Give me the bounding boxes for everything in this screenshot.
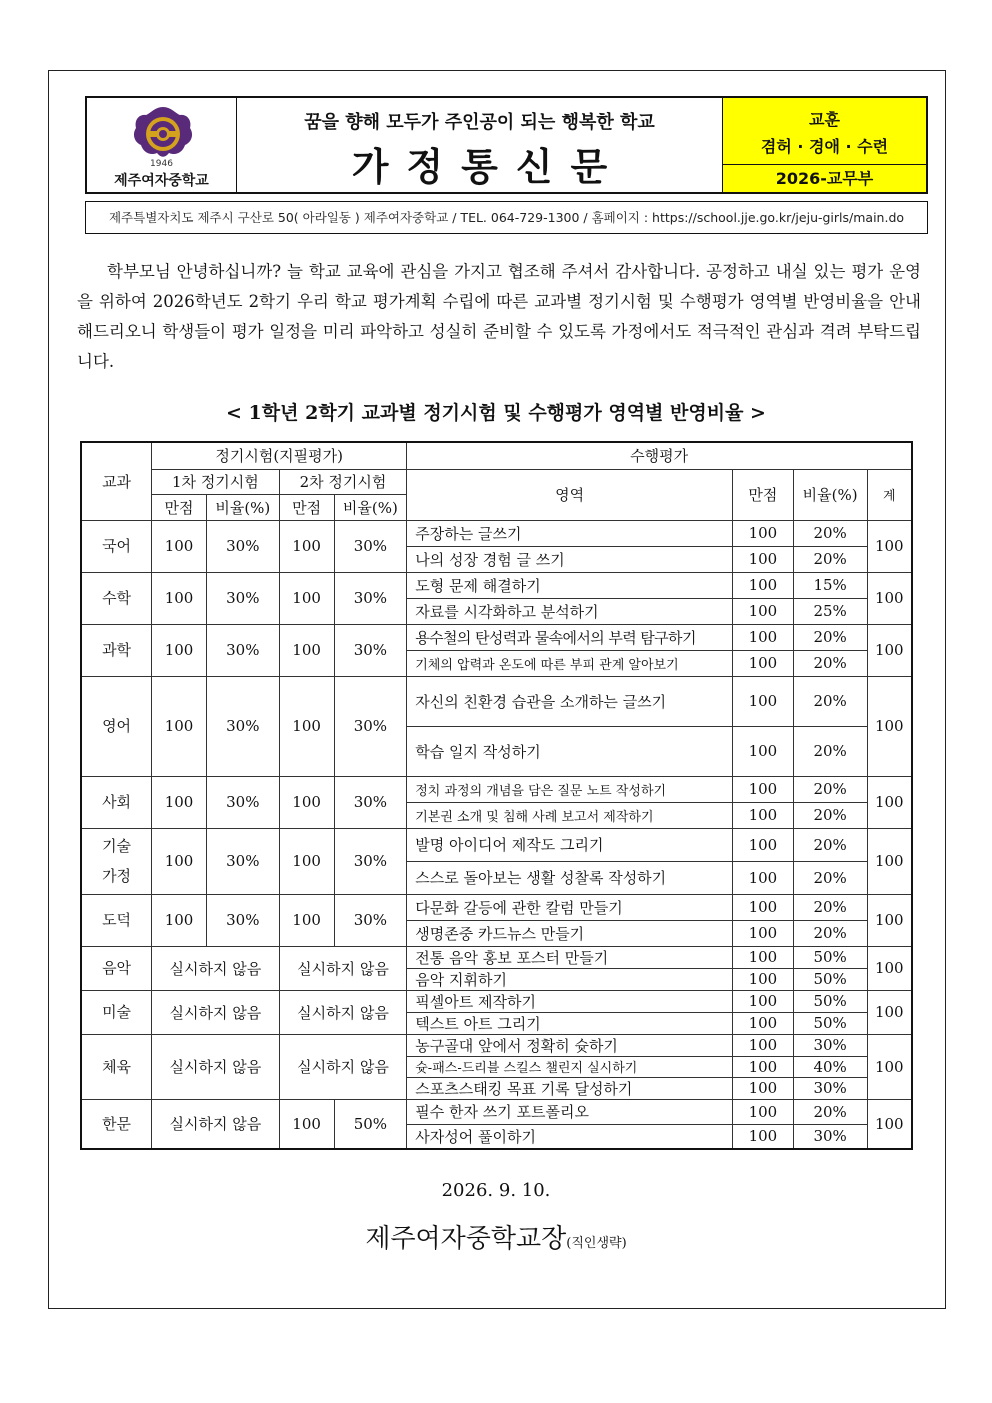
second-exam-ratio: 50% bbox=[334, 1099, 407, 1149]
motto-label: 교훈 bbox=[809, 110, 840, 129]
intro-text: 학부모님 안녕하십니까? 늘 학교 교육에 관심을 가지고 협조해 주셔서 감사합니다. 공정하고 내실 있는 평가 운영을 위하여 2026학년도 2학기 우리 학교 평가계획 수립에 따른 교과별 정기시험 및 수행평가 영역별 반영비율을 안내해드리오니 학생들이 평가 일정을 미리 파악하고 성실히 준비할 수 있도록 가정에서도 적극적인 관심과 격려 부탁드립니다. bbox=[77, 262, 921, 371]
subject-cell: 국어 bbox=[81, 520, 152, 572]
header-second-exam: 2차 정기시험 bbox=[279, 469, 407, 494]
grades-table bbox=[80, 441, 913, 1150]
performance-ratio: 20% bbox=[793, 650, 867, 676]
seal-note: (직인생략) bbox=[566, 1236, 627, 1251]
first-exam-full: 100 bbox=[152, 572, 207, 624]
performance-ratio: 25% bbox=[793, 598, 867, 624]
performance-full: 100 bbox=[733, 894, 794, 920]
second-exam-ratio: 30% bbox=[334, 776, 407, 828]
second-exam-ratio: 30% bbox=[334, 520, 407, 572]
total-cell: 100 bbox=[867, 990, 912, 1034]
performance-full: 100 bbox=[733, 802, 794, 828]
performance-area: 필수 한자 쓰기 포트폴리오 bbox=[407, 1099, 733, 1124]
performance-full: 100 bbox=[733, 1056, 794, 1077]
performance-full: 100 bbox=[733, 598, 794, 624]
performance-ratio: 20% bbox=[793, 726, 867, 776]
performance-area: 생명존중 카드뉴스 만들기 bbox=[407, 920, 733, 946]
performance-full: 100 bbox=[733, 990, 794, 1012]
performance-ratio: 50% bbox=[793, 946, 867, 968]
header-subject: 교과 bbox=[81, 442, 152, 520]
total-cell: 100 bbox=[867, 1099, 912, 1149]
first-exam-full: 100 bbox=[152, 776, 207, 828]
performance-full: 100 bbox=[733, 776, 794, 802]
table-row bbox=[81, 676, 912, 726]
table-row bbox=[81, 946, 912, 968]
performance-ratio: 20% bbox=[793, 546, 867, 572]
first-exam-ratio: 30% bbox=[206, 676, 279, 776]
department-label: 2026-교무부 bbox=[723, 164, 926, 192]
performance-full: 100 bbox=[733, 1034, 794, 1056]
performance-ratio: 20% bbox=[793, 520, 867, 546]
header-first-exam: 1차 정기시험 bbox=[152, 469, 280, 494]
performance-full: 100 bbox=[733, 546, 794, 572]
second-exam-full: 100 bbox=[279, 828, 334, 894]
second-exam-ratio: 30% bbox=[334, 624, 407, 676]
performance-ratio: 20% bbox=[793, 861, 867, 894]
second-exam-ratio: 30% bbox=[334, 894, 407, 946]
school-logo bbox=[87, 98, 237, 192]
performance-full: 100 bbox=[733, 1077, 794, 1099]
performance-ratio: 20% bbox=[793, 828, 867, 861]
issue-date: 2026. 9. 10. bbox=[441, 1180, 551, 1201]
school-slogan: 꿈을 향해 모두가 주인공이 되는 행복한 학교 bbox=[304, 112, 655, 133]
performance-area: 사자성어 풀이하기 bbox=[407, 1124, 733, 1149]
header-first-ratio: 비율(%) bbox=[206, 494, 279, 520]
first-exam-not-held: 실시하지 않음 bbox=[152, 946, 280, 990]
performance-area: 슛-패스-드리블 스킬스 챌린지 실시하기 bbox=[407, 1056, 733, 1077]
header-second-full: 만점 bbox=[279, 494, 334, 520]
performance-area: 발명 아이디어 제작도 그리기 bbox=[407, 828, 733, 861]
performance-full: 100 bbox=[733, 520, 794, 546]
first-exam-ratio: 30% bbox=[206, 828, 279, 894]
total-cell: 100 bbox=[867, 776, 912, 828]
performance-area: 기체의 압력과 온도에 따른 부피 관계 알아보기 bbox=[407, 650, 733, 676]
performance-area: 농구골대 앞에서 정확히 슛하기 bbox=[407, 1034, 733, 1056]
subject-cell: 한문 bbox=[81, 1099, 152, 1149]
logo-year: 1946 bbox=[150, 159, 173, 169]
first-exam-not-held: 실시하지 않음 bbox=[152, 1099, 280, 1149]
performance-full: 100 bbox=[733, 946, 794, 968]
second-exam-ratio: 30% bbox=[334, 676, 407, 776]
performance-area: 자료를 시각화하고 분석하기 bbox=[407, 598, 733, 624]
performance-full: 100 bbox=[733, 726, 794, 776]
subject-cell: 체육 bbox=[81, 1034, 152, 1099]
performance-ratio: 20% bbox=[793, 676, 867, 726]
total-cell: 100 bbox=[867, 572, 912, 624]
motto-value: 겸허 · 경애 · 수련 bbox=[760, 137, 889, 156]
second-exam-full: 100 bbox=[279, 520, 334, 572]
performance-area: 자신의 친환경 습관을 소개하는 글쓰기 bbox=[407, 676, 733, 726]
header-total: 계 bbox=[867, 469, 912, 520]
total-cell: 100 bbox=[867, 946, 912, 990]
performance-area: 정치 과정의 개념을 담은 질문 노트 작성하기 bbox=[407, 776, 733, 802]
first-exam-not-held: 실시하지 않음 bbox=[152, 990, 280, 1034]
table-row bbox=[81, 520, 912, 546]
performance-area: 스포츠스태킹 목표 기록 달성하기 bbox=[407, 1077, 733, 1099]
performance-full: 100 bbox=[733, 1099, 794, 1124]
second-exam-ratio: 30% bbox=[334, 828, 407, 894]
table-row bbox=[81, 1099, 912, 1124]
subject-cell: 미술 bbox=[81, 990, 152, 1034]
performance-ratio: 20% bbox=[793, 624, 867, 650]
title-cell bbox=[237, 98, 723, 192]
intro-paragraph bbox=[77, 257, 921, 377]
second-exam-ratio: 30% bbox=[334, 572, 407, 624]
performance-full: 100 bbox=[733, 920, 794, 946]
performance-full: 100 bbox=[733, 572, 794, 598]
performance-full: 100 bbox=[733, 676, 794, 726]
table-row bbox=[81, 572, 912, 598]
second-exam-full: 100 bbox=[279, 572, 334, 624]
performance-full: 100 bbox=[733, 1124, 794, 1149]
first-exam-not-held: 실시하지 않음 bbox=[152, 1034, 280, 1099]
first-exam-full: 100 bbox=[152, 676, 207, 776]
performance-area: 전통 음악 홍보 포스터 만들기 bbox=[407, 946, 733, 968]
performance-area: 텍스트 아트 그리기 bbox=[407, 1012, 733, 1034]
second-exam-not-held: 실시하지 않음 bbox=[279, 990, 407, 1034]
address-bar: 제주특별자치도 제주시 구산로 50( 아라일동 ) 제주여자중학교 / TEL. 064-729-1300 / 홈페이지 : https://school.jje.go.kr/jeju-girls/main.do bbox=[85, 201, 928, 234]
performance-ratio: 15% bbox=[793, 572, 867, 598]
performance-area: 학습 일지 작성하기 bbox=[407, 726, 733, 776]
performance-area: 용수철의 탄성력과 물속에서의 부력 탐구하기 bbox=[407, 624, 733, 650]
performance-ratio: 50% bbox=[793, 1012, 867, 1034]
performance-ratio: 50% bbox=[793, 968, 867, 990]
school-emblem-icon bbox=[125, 106, 201, 162]
total-cell: 100 bbox=[867, 624, 912, 676]
subject-cell: 수학 bbox=[81, 572, 152, 624]
table-row bbox=[81, 990, 912, 1012]
first-exam-ratio: 30% bbox=[206, 520, 279, 572]
performance-area: 나의 성장 경험 글 쓰기 bbox=[407, 546, 733, 572]
total-cell: 100 bbox=[867, 1034, 912, 1099]
performance-full: 100 bbox=[733, 828, 794, 861]
second-exam-full: 100 bbox=[279, 1099, 334, 1149]
header-second-ratio: 비율(%) bbox=[334, 494, 407, 520]
header-regular-exam: 정기시험(지필평가) bbox=[152, 442, 407, 469]
first-exam-full: 100 bbox=[152, 828, 207, 894]
table-row bbox=[81, 828, 912, 861]
first-exam-ratio: 30% bbox=[206, 572, 279, 624]
performance-area: 기본권 소개 및 침해 사례 보고서 제작하기 bbox=[407, 802, 733, 828]
first-exam-ratio: 30% bbox=[206, 894, 279, 946]
table-row bbox=[81, 894, 912, 920]
second-exam-full: 100 bbox=[279, 624, 334, 676]
performance-area: 주장하는 글쓰기 bbox=[407, 520, 733, 546]
total-cell: 100 bbox=[867, 676, 912, 776]
header-perf-full: 만점 bbox=[733, 469, 794, 520]
total-cell: 100 bbox=[867, 520, 912, 572]
second-exam-not-held: 실시하지 않음 bbox=[279, 946, 407, 990]
performance-full: 100 bbox=[733, 968, 794, 990]
performance-area: 다문화 갈등에 관한 칼럼 만들기 bbox=[407, 894, 733, 920]
total-cell: 100 bbox=[867, 894, 912, 946]
performance-ratio: 20% bbox=[793, 776, 867, 802]
first-exam-ratio: 30% bbox=[206, 624, 279, 676]
subject-cell: 기술 가정 bbox=[81, 828, 152, 894]
table-row bbox=[81, 624, 912, 650]
first-exam-full: 100 bbox=[152, 894, 207, 946]
performance-area: 픽셀아트 제작하기 bbox=[407, 990, 733, 1012]
performance-full: 100 bbox=[733, 861, 794, 894]
table-title: < 1학년 2학기 교과별 정기시험 및 수행평가 영역별 반영비율 > bbox=[226, 402, 766, 424]
page-title: 가정통신문 bbox=[351, 145, 626, 189]
performance-full: 100 bbox=[733, 1012, 794, 1034]
second-exam-full: 100 bbox=[279, 676, 334, 776]
subject-cell: 음악 bbox=[81, 946, 152, 990]
header-perf-ratio: 비율(%) bbox=[793, 469, 867, 520]
principal-signature bbox=[0, 1218, 992, 1255]
first-exam-full: 100 bbox=[152, 520, 207, 572]
subject-cell: 도덕 bbox=[81, 894, 152, 946]
performance-ratio: 30% bbox=[793, 1124, 867, 1149]
table-row bbox=[81, 776, 912, 802]
total-cell: 100 bbox=[867, 828, 912, 894]
performance-ratio: 20% bbox=[793, 894, 867, 920]
performance-ratio: 40% bbox=[793, 1056, 867, 1077]
performance-ratio: 20% bbox=[793, 920, 867, 946]
subject-cell: 사회 bbox=[81, 776, 152, 828]
signature-text: 제주여자중학교장 bbox=[365, 1224, 567, 1254]
header-first-full: 만점 bbox=[152, 494, 207, 520]
performance-area: 스스로 돌아보는 생활 성찰록 작성하기 bbox=[407, 861, 733, 894]
table-row bbox=[81, 1034, 912, 1056]
motto-cell bbox=[723, 98, 926, 192]
performance-ratio: 30% bbox=[793, 1034, 867, 1056]
subject-cell: 영어 bbox=[81, 676, 152, 776]
second-exam-full: 100 bbox=[279, 776, 334, 828]
performance-ratio: 50% bbox=[793, 990, 867, 1012]
performance-full: 100 bbox=[733, 624, 794, 650]
header-area: 영역 bbox=[407, 469, 733, 520]
performance-full: 100 bbox=[733, 650, 794, 676]
performance-area: 음악 지휘하기 bbox=[407, 968, 733, 990]
header-performance: 수행평가 bbox=[407, 442, 912, 469]
performance-ratio: 30% bbox=[793, 1077, 867, 1099]
first-exam-full: 100 bbox=[152, 624, 207, 676]
letter-header bbox=[85, 96, 928, 194]
second-exam-full: 100 bbox=[279, 894, 334, 946]
second-exam-not-held: 실시하지 않음 bbox=[279, 1034, 407, 1099]
logo-school-name: 제주여자중학교 bbox=[114, 173, 209, 189]
performance-ratio: 20% bbox=[793, 1099, 867, 1124]
first-exam-ratio: 30% bbox=[206, 776, 279, 828]
performance-ratio: 20% bbox=[793, 802, 867, 828]
performance-area: 도형 문제 해결하기 bbox=[407, 572, 733, 598]
subject-cell: 과학 bbox=[81, 624, 152, 676]
